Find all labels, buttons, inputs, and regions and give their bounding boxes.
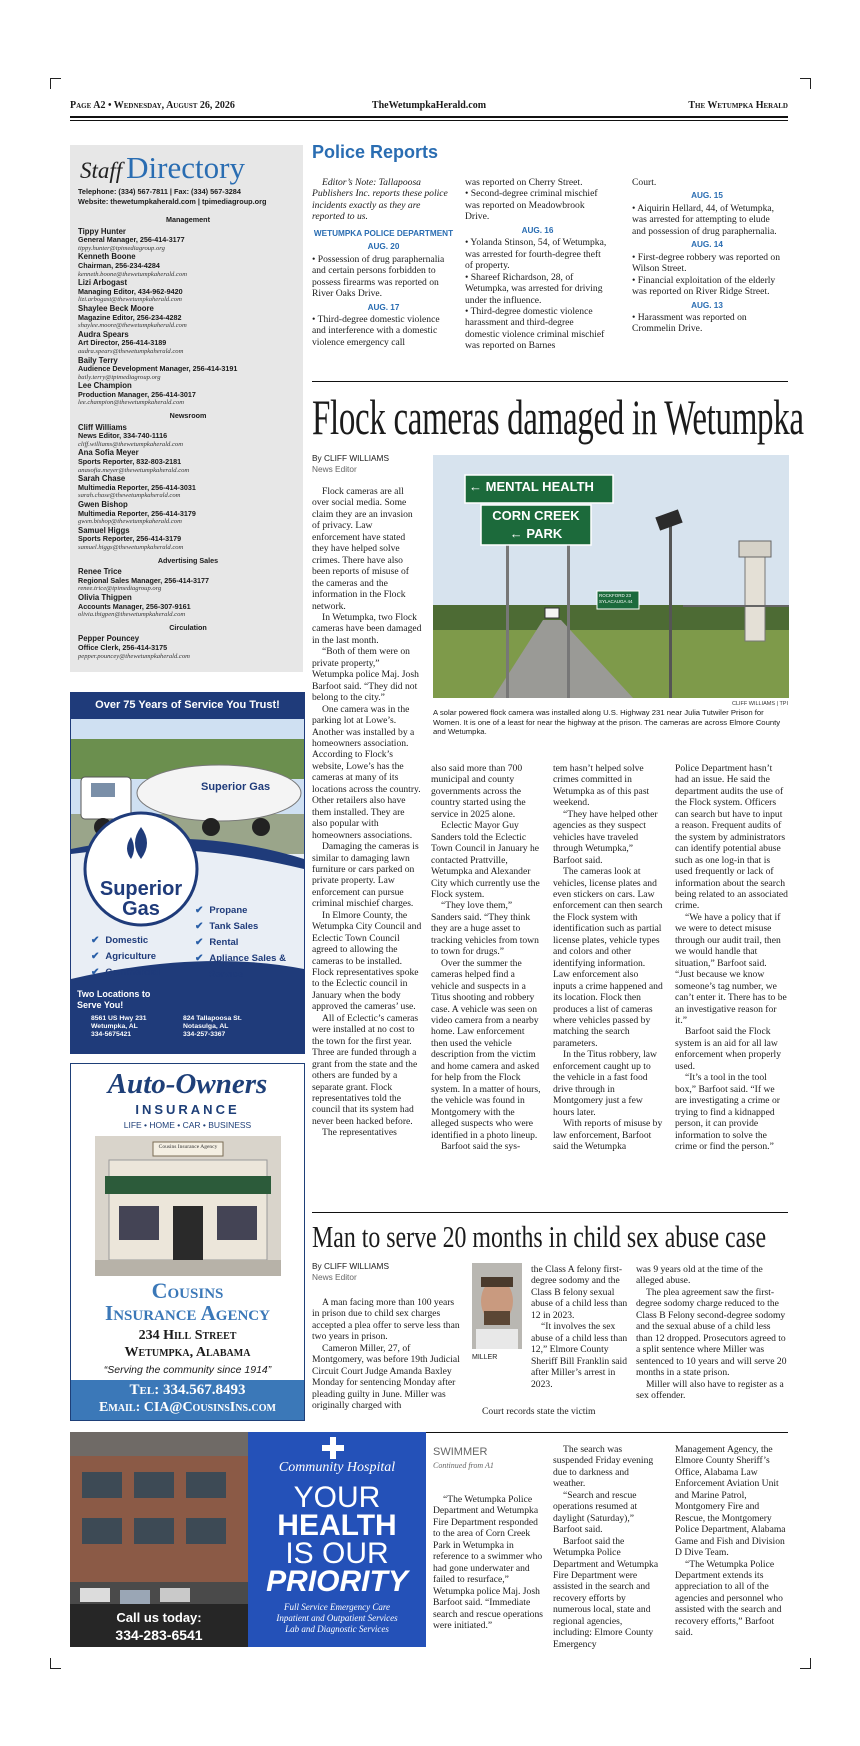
staff-email: lee.champion@thewetumpkaherald.com — [78, 399, 185, 407]
hospital-services — [248, 1602, 426, 1635]
location-2 — [183, 1015, 242, 1039]
wheel-3 — [252, 818, 270, 836]
hospital-cross-icon — [322, 1437, 344, 1459]
location-line: 8561 US Hwy 231 — [91, 1015, 147, 1022]
staff-name: Ana Sofia Meyer — [78, 448, 139, 458]
truck-text: Superior Gas — [201, 781, 271, 793]
guard-tower — [745, 551, 765, 641]
tower-cabin — [739, 541, 771, 557]
sign-corn-creek-text: CORN CREEK — [492, 508, 580, 523]
swimmer-kicker: SWIMMER — [433, 1446, 488, 1458]
staff-role: Regional Sales Manager, 256-414-3177 — [78, 575, 210, 585]
staff-role: Chairman, 256-234-4284 — [78, 260, 160, 270]
staff-email: kenneth.boone@thewetumpkaherald.com — [78, 270, 187, 278]
auto-owners-insurance: INSURANCE — [135, 1102, 240, 1117]
report-date: AUG. 20 — [367, 242, 400, 252]
check-icon: ✔ — [195, 937, 204, 948]
flock-col-2 — [431, 763, 543, 1152]
report-item: • Third-degree domestic violence and interference with a domestic violence emergency call — [312, 313, 440, 348]
check-icon: ✔ — [195, 905, 204, 916]
car — [545, 608, 559, 618]
superior-services-left — [91, 933, 160, 981]
call-label: Call us today: — [116, 1610, 202, 1625]
paragraph: “We have a policy that if we were to detect misuse through our audit trail, then we would handle that situation,” Barfoot said. “Just because we know someone’s tag number, we can’t enter it. There has to be an investigative reason for it.” — [675, 911, 787, 1026]
abuse-col-2: the Class A felony first-degree sodomy and the Class B felony sexual abuse of a child less than 12 in 2023. “It involves the sex abuse of a child less than 12,” Elmore County Sheriff Bill Franklin said after Miller’s arrest in 2023. — [531, 1264, 628, 1390]
awning — [105, 1176, 271, 1194]
agency-email[interactable]: Email: CIA@CousinsIns.com — [99, 1400, 276, 1415]
mugshot-hair — [481, 1277, 513, 1287]
report-item: • First-degree robbery was reported on Wilson Street. — [632, 251, 781, 275]
service-label: Propane — [209, 905, 248, 916]
superior-gas-ad — [70, 692, 305, 1054]
locations-title: Two Locations to Serve You! — [77, 989, 151, 1010]
hospital-window-2 — [134, 1472, 174, 1498]
flock-bottom-rule — [312, 1212, 788, 1213]
staff-role: Sports Reporter, 832-803-2181 — [78, 457, 182, 467]
check-icon: ✔ — [91, 935, 100, 946]
report-date: AUG. 16 — [521, 225, 554, 235]
location-1 — [91, 1015, 147, 1039]
mugshot-shirt — [476, 1329, 518, 1349]
page-header — [70, 100, 788, 114]
staff-name: Kenneth Boone — [78, 252, 136, 262]
service-label: Apliance Sales & Service — [209, 953, 286, 980]
photo-credit: CLIFF WILLIAMS | TPI — [731, 701, 788, 707]
staff-email: anasofia.meyer@thewetumpkaherald.com — [78, 466, 190, 474]
paragraph: was 9 years old at the time of the alleged abuse. — [636, 1264, 763, 1287]
hospital-window-5 — [134, 1518, 174, 1544]
service-label: Domestic — [105, 935, 149, 946]
flock-headline: Flock cameras damaged in Wetumpka — [312, 389, 804, 445]
page-folio: Page A2 • Wednesday, August 26, 2026 — [70, 100, 235, 111]
service-label: Agriculture — [105, 951, 157, 962]
agency-tel[interactable]: Tel: 334.567.8493 — [129, 1382, 246, 1398]
parked-car-3 — [160, 1588, 190, 1602]
staff-role: Office Clerk, 256-414-3175 — [78, 642, 168, 652]
camera-pole — [669, 517, 672, 698]
site-url: TheWetumpkaHerald.com — [371, 100, 487, 111]
mugshot-caption: MILLER — [472, 1354, 498, 1361]
agency-building-photo — [95, 1136, 281, 1276]
parked-car-1 — [80, 1588, 110, 1602]
staff-role: Production Manager, 256-414-3017 — [78, 389, 196, 399]
police-reports-title: Police Reports — [312, 142, 439, 162]
hospital-window-6 — [186, 1518, 226, 1544]
sign-park-text: ← PARK — [509, 526, 563, 541]
paragraph: “It’s a tool in the tool box,” Barfoot said. “If we are investigating a crime or trying to find a kidnapped person, it can provide information to solve the crime or find the person.” — [675, 1072, 780, 1152]
agency-name: Cousins Insurance Agency — [105, 1278, 270, 1325]
service-item — [195, 951, 300, 983]
paragraph: “They love them,” Sanders said. “They think they are a huge asset to tracking vehicles from town to town for drugs.” — [431, 900, 539, 958]
service-label: Commercial — [105, 967, 160, 978]
sidewalk — [95, 1260, 281, 1276]
swimmer-col-3 — [675, 1444, 788, 1639]
report-date: AUG. 15 — [691, 191, 723, 201]
staff-role: Multimedia Reporter, 256-414-3179 — [78, 508, 196, 518]
police-col-3: Court. AUG. 15 • Aiquirin Hellard, 44, of Wetumpka, was arrested for attempting to elude and possession of drug paraphernalia. AUG. 14 • First-degree robbery was reported on Wilson Street. • Financial exploitation of the elderly was reported on River Ridge Street. AUG. 13 • Harassment was reported on Crommelin Drive. — [632, 177, 781, 335]
staff-role: Managing Editor, 434-962-9420 — [78, 286, 183, 296]
staff-role: Accounts Manager, 256-307-9161 — [78, 601, 191, 611]
swimmer-col-2 — [553, 1444, 663, 1650]
paragraph: “They have helped other agencies as they suspect vehicles have traveled through Wetumpka,” Barfoot said. — [553, 808, 658, 866]
paragraph: also said more than 700 municipal and county governments across the country started using the service in 2025 alone. — [431, 763, 526, 820]
hospital-window-4 — [82, 1518, 122, 1544]
staff-name: Audra Spears — [78, 329, 129, 339]
small-sign-line-1: ROCKFORD 23 — [599, 593, 632, 598]
paragraph: “The Wetumpka Police Department and Wetumpka Fire Department responded to the area of Corn Creek Park in Wetumpka in reference to a swimmer who had gone underwater and failed to resurface,” Wetumpka police Maj. Josh Barfoot said. “Immediate search and rescue operations were initiated.” — [433, 1494, 544, 1631]
directory-list — [78, 212, 298, 661]
abuse-col-2-tail: Court records state the victim — [482, 1406, 596, 1417]
police-bottom-rule — [312, 381, 788, 382]
abuse-byline: By CLIFF WILLIAMS News Editor — [312, 1261, 389, 1282]
paragraph: Barfoot said the Flock system is an aid for all law enforcement when properly used. — [675, 1026, 782, 1072]
directory-title: Staff Directory — [80, 150, 245, 185]
staff-role: Audience Development Manager, 256-414-3191 — [78, 364, 238, 374]
police-col-2-entries — [465, 225, 610, 352]
photo-caption: A solar powered flock camera was installed along U.S. Highway 231 near Julia Tutwiler Prison for Women. It is one of a least for near the highway at the prison. The cameras are across Elmore County and Wetumpka. — [433, 708, 781, 737]
report-item: • Harassment was reported on Crommelin Drive. — [632, 311, 747, 335]
parked-car-2 — [120, 1590, 150, 1604]
paragraph: “The Wetumpka Police Department extends its appreciation to all of the agencies and personnel who assisted with the search and recovery efforts,” Barfoot said. — [675, 1558, 783, 1639]
report-date: AUG. 13 — [691, 300, 723, 310]
staff-email: audra.spears@thewetumpkaherald.com — [78, 347, 184, 355]
abuse-col-3 — [636, 1264, 788, 1401]
storefront-sign: Cousins Insurance Agency — [158, 1144, 218, 1150]
paragraph: Miller will also have to register as a sex offender. — [636, 1378, 784, 1401]
staff-name: Sarah Chase — [78, 474, 126, 484]
directory-section-heading: Circulation — [169, 622, 207, 632]
staff-role: Multimedia Reporter, 256-414-3031 — [78, 482, 196, 492]
directory-contact: Telephone: (334) 567-7811 | Fax: (334) 567-3284 Website: thewetumpkaherald.com | tpimediagroup.org — [78, 187, 267, 206]
staff-email: tippy.hunter@tpimediagroup.org — [78, 244, 165, 252]
staff-name: Baily Terry — [78, 355, 118, 365]
directory-section-heading: Management — [166, 215, 210, 224]
editors-note: Editor’s Note: Tallapoosa Publishers Inc. reports these police incidents exactly as they are reported to us. — [312, 177, 448, 223]
paragraph: The search was suspended Friday evening due to darkness and weather. — [553, 1444, 654, 1490]
directory-section-heading: Advertising Sales — [157, 555, 219, 565]
staff-name: Cliff Williams — [78, 422, 127, 432]
hospital-name: Community Hospital — [278, 1460, 396, 1475]
staff-name: Shaylee Beck Moore — [78, 303, 154, 313]
paragraph: A man facing more than 100 years in prison due to child sex charges accepted a plea offer to serve less than two years in prison. — [312, 1297, 460, 1343]
auto-owners-brand: Auto-Owners — [107, 1068, 268, 1100]
paragraph: One camera was in the parking lot at Lowe’s. Another was installed by a homeowners association. According to Flock’s website, Lowe’s has the cameras at many of its locations across the country. Other retailers also have them installed. They are also popular with homeowners associations. — [312, 703, 421, 841]
staff-directory — [70, 145, 303, 672]
flock-col-3 — [553, 763, 663, 1152]
prison-fence — [683, 605, 789, 607]
location-line: 334-257-3367 — [183, 1031, 226, 1038]
service-label: Rental — [209, 937, 239, 948]
staff-email: olivia.thigpen@thewetumpkaherald.com — [78, 611, 186, 619]
staff-name: Lizi Arbogast — [78, 278, 128, 288]
hospital-phone[interactable]: 334-283-6541 — [115, 1627, 203, 1643]
location-line: 334-5675421 — [91, 1031, 132, 1038]
police-col-1-entries — [312, 241, 455, 348]
small-sign-line-2: SYLACAUGA 44 — [599, 599, 633, 604]
paragraph: tem hasn’t helped solve crimes committed in Wetumpka as of this past weekend. — [553, 763, 650, 809]
staff-name: Tippy Hunter — [78, 226, 126, 236]
mugshot-beard — [484, 1311, 510, 1325]
hospital-window-1 — [82, 1472, 122, 1498]
paragraph: The representatives — [322, 1127, 397, 1139]
police-col-1 — [312, 177, 455, 348]
crop-mark-tr — [800, 78, 811, 89]
crop-mark-tl — [50, 78, 61, 89]
staff-email: sarah.chase@thewetumpkaherald.com — [78, 492, 181, 500]
paragraph: Eclectic Mayor Guy Sanders told the Eclectic Town Council in January he contacted Prattville, Wetumpka and Alexander City which currently use the Flock system. — [431, 820, 540, 900]
abuse-col-1 — [312, 1297, 462, 1412]
paragraph: Police Department hasn’t had an issue. He said the department audits the use of the Flock system. Officers can search but have to input a reason. Frequent audits of the system by administrators can identify potential abuse such as one log-in that is used frequently or lack of information about the search being related to an associated crime. — [675, 763, 788, 912]
hospital-service: Full Service Emergency Care — [283, 1602, 391, 1612]
hospital-service: Inpatient and Outpatient Services — [276, 1613, 398, 1623]
crop-mark-bl — [50, 1658, 61, 1669]
staff-email: pepper.pouncey@thewetumpkaherald.com — [78, 652, 190, 660]
paragraph: Flock cameras are all over social media. Some claim they are an invasion of privacy. Law enforcement have stated they have helped solve crimes. There have also been reports of misuse of the cameras and the information in the Flock network. — [312, 486, 413, 612]
staff-role: General Manager, 256-414-3177 — [78, 235, 185, 245]
staff-name: Samuel Higgs — [78, 525, 130, 535]
swimmer-col-1 — [433, 1494, 543, 1631]
superior-brand: Superior Gas — [99, 878, 183, 920]
check-icon: ✔ — [195, 921, 204, 932]
paragraph: All of Eclectic’s cameras were installed at no cost to the town for the first year. Three are funded through a grant from the state and the others are funded by a separate grant. Flock representatives told the council that its system had never been hacked before. — [312, 1012, 419, 1127]
check-icon: ✔ — [91, 967, 100, 978]
police-col-2: was reported on Cherry Street. • Second-degree criminal mischief was reported on Meadowbrook Drive. AUG. 16 • Yolanda Stinson, 54, of Wetumpka, was arrested for fourth-degree theft of property. • Shareef Richardson, 28, of Wetumpka, was arrested for driving under the influence. • Third-degree domestic violence harassment and third-degree domestic violence criminal mischief was reported on Barnes — [465, 177, 610, 352]
staff-email: renee.trice@tpimediagroup.org — [78, 585, 162, 593]
wheel-2 — [202, 818, 220, 836]
header-rule-thick — [70, 116, 788, 118]
report-item: • Financial exploitation of the elderly was reported on River Ridge Street. — [632, 274, 776, 298]
service-item — [91, 949, 160, 965]
staff-email: lizi.arbogast@thewetumpkaherald.com — [78, 296, 182, 304]
paragraph: Damaging the cameras is similar to damaging lawn furniture or cars parked on private property. Law enforcement can pursue criminal mischief charges. — [312, 841, 419, 910]
directory-section-heading: Newsroom — [169, 411, 207, 421]
staff-name: Renee Trice — [78, 567, 122, 577]
paragraph: In Elmore County, the Wetumpka City Council and Eclectic Town Council agreed to allowing the cameras to be installed. Flock representatives spoke to the Eclectic council in January when the body approved the cameras’ use. — [312, 909, 422, 1013]
staff-email: samuel.higgs@thewetumpkaherald.com — [78, 543, 184, 551]
abuse-headline: Man to serve 20 months in child sex abuse case — [312, 1219, 767, 1254]
header-rule-thin — [70, 120, 788, 121]
flock-col-4 — [675, 763, 788, 1152]
agency-city: Wetumpka, Alabama — [124, 1345, 251, 1360]
paragraph: With reports of misuse by law enforcement, Barfoot said the Wetumpka — [553, 1118, 663, 1152]
superior-services-right — [195, 903, 300, 983]
hospital-window-3 — [186, 1472, 226, 1498]
staff-email: shaylee.moore@thewetumpkaherald.com — [78, 322, 187, 330]
paragraph: Management Agency, the Elmore County Sheriff’s Office, Alabama Law Enforcement Aviation Unit and Marine Patrol, Montgomery Fire and Rescue, the Montgomery Police Department, Alabama Game and Fish and Division D Dive Team. — [675, 1444, 786, 1559]
paragraph: Barfoot said the sys- — [441, 1140, 521, 1152]
priority-block: YOUR HEALTH IS OUR PRIORITY — [266, 1481, 408, 1598]
paragraph: Over the summer the cameras helped find a vehicle and suspects in a Titus shooting and robbery case. A vehicle was seen on video camera from a nearby home. Law enforcement then used the vehicle description from the victim and home camera and asked for help from the Flock system. In a matter of hours, the vehicle was found in Montgomery with the alleged suspects who were identified in a photo lineup. — [431, 957, 541, 1141]
location-line: Wetumpka, AL — [91, 1023, 138, 1030]
staff-name: Lee Champion — [78, 381, 132, 391]
report-item: • Shareef Richardson, 28, of Wetumpka, was arrested for driving under the influence. — [465, 271, 603, 306]
service-item — [195, 903, 300, 919]
staff-name: Olivia Thigpen — [78, 592, 132, 602]
crop-mark-br — [800, 1658, 811, 1669]
paragraph: In Wetumpka, two Flock cameras have been damaged in the last month. — [312, 611, 422, 646]
police-col-3-entries — [632, 190, 782, 334]
report-item: • Possession of drug paraphernalia and certain persons forbidden to possess firearms was reported on River Oaks Drive. — [312, 253, 445, 300]
police-dept-heading: WETUMPKA POLICE DEPARTMENT — [313, 228, 454, 238]
location-line: 824 Tallapoosa St. — [183, 1015, 242, 1022]
service-label: Tank Sales — [209, 921, 259, 932]
staff-role: Sports Reporter, 256-414-3179 — [78, 534, 182, 544]
service-item — [195, 919, 300, 935]
agency-motto: “Serving the community since 1914” — [103, 1364, 272, 1376]
report-item: • Aiquirin Hellard, 44, of Wetumpka, was arrested for attempting to elude and possession of drug paraphernalia. — [632, 202, 777, 237]
report-item: • Yolanda Stinson, 54, of Wetumpka, was arrested for fourth-degree theft of property. — [465, 237, 607, 272]
window-right — [217, 1206, 257, 1240]
sign-mental-health-text: ← MENTAL HEALTH — [469, 479, 594, 494]
staff-email: baily.terry@tpimediagroup.org — [78, 373, 161, 381]
staff-role: Art Director, 256-414-3189 — [78, 338, 167, 348]
hospital-ad — [70, 1432, 426, 1647]
truck-window — [91, 783, 115, 797]
paragraph: The plea agreement saw the first-degree sodomy charge reduced to the Class B Felony second-degree sodomy and the sexual abuse of a child less than 12 dropped. Prosecutors agreed to a split sentence where Miller was sentenced to 10 years and will serve 20 months in a state prison. — [636, 1286, 787, 1379]
paragraph: Cameron Miller, 27, of Montgomery, was before 19th Judicial Circuit Court Judge Amanda Baxley Monday for sentencing Monday after pleading guilty in June. Miller was originally charged with — [312, 1342, 460, 1412]
paragraph: In the Titus robbery, law enforcement caught up to the vehicle in a fast food drive through in Montgomery just a few hours later. — [553, 1049, 657, 1118]
flock-byline: By CLIFF WILLIAMS News Editor — [312, 453, 389, 474]
staff-email: cliff.williams@thewetumpkaherald.com — [78, 440, 183, 448]
auto-owners-tagline: LIFE • HOME • CAR • BUSINESS — [123, 1120, 252, 1130]
staff-email: gwen.bishop@thewetumpkaherald.com — [78, 518, 182, 526]
staff-role: News Editor, 334-740-1116 — [78, 431, 168, 441]
paragraph: “Search and rescue operations resumed at daylight (Saturday),” Barfoot said. — [553, 1489, 638, 1536]
paragraph: The cameras look at vehicles, license plates and even stickers on cars. Law enforcement can then search the Flock system with identification such as partial license plates, vehicle types and colors and other identifying information. Law enforcement also inputs a crime happened and its location. Flock then produces a list of cameras where vehicles passed by matching the search parameters. — [553, 866, 663, 1049]
propane-tank — [137, 765, 301, 821]
service-item — [195, 935, 300, 951]
mugshot-photo — [472, 1263, 522, 1349]
location-line: Notasulga, AL — [183, 1023, 229, 1030]
superior-banner-text: Over 75 Years of Service You Trust! — [95, 699, 280, 711]
staff-role: Magazine Editor, 256-234-4282 — [78, 312, 182, 322]
swimmer-continued: Continued from A1 — [433, 1461, 494, 1470]
agency-street: 234 Hill Street — [138, 1328, 237, 1343]
check-icon: ✔ — [195, 953, 204, 964]
report-date: AUG. 17 — [367, 302, 400, 312]
door — [173, 1206, 203, 1260]
hospital-service: Lab and Diagnostic Services — [285, 1624, 389, 1634]
auto-owners-ad — [70, 1063, 305, 1421]
report-date: AUG. 14 — [691, 240, 723, 250]
report-item: • Third-degree domestic violence harassment and third-degree domestic violence criminal mischief was reported on Barnes — [465, 305, 605, 352]
paragraph: Barfoot said the Wetumpka Police Department and Wetumpka Fire Department were assisted in the search and recovery efforts by numerous local, state and regional agencies, including: Elmore County Emergency — [553, 1535, 659, 1650]
staff-name: Gwen Bishop — [78, 500, 128, 509]
flock-col-1 — [312, 486, 422, 1139]
paragraph: “Both of them were on private property,” Wetumpka police Maj. Josh Barfoot said. “They did not belong to the city.” — [312, 646, 419, 704]
service-item — [91, 965, 160, 981]
staff-name: Pepper Pouncey — [78, 634, 140, 644]
service-item — [91, 933, 160, 949]
paper-name: The Wetumpka Herald — [688, 100, 788, 111]
check-icon: ✔ — [91, 951, 100, 962]
window-left — [119, 1206, 159, 1240]
